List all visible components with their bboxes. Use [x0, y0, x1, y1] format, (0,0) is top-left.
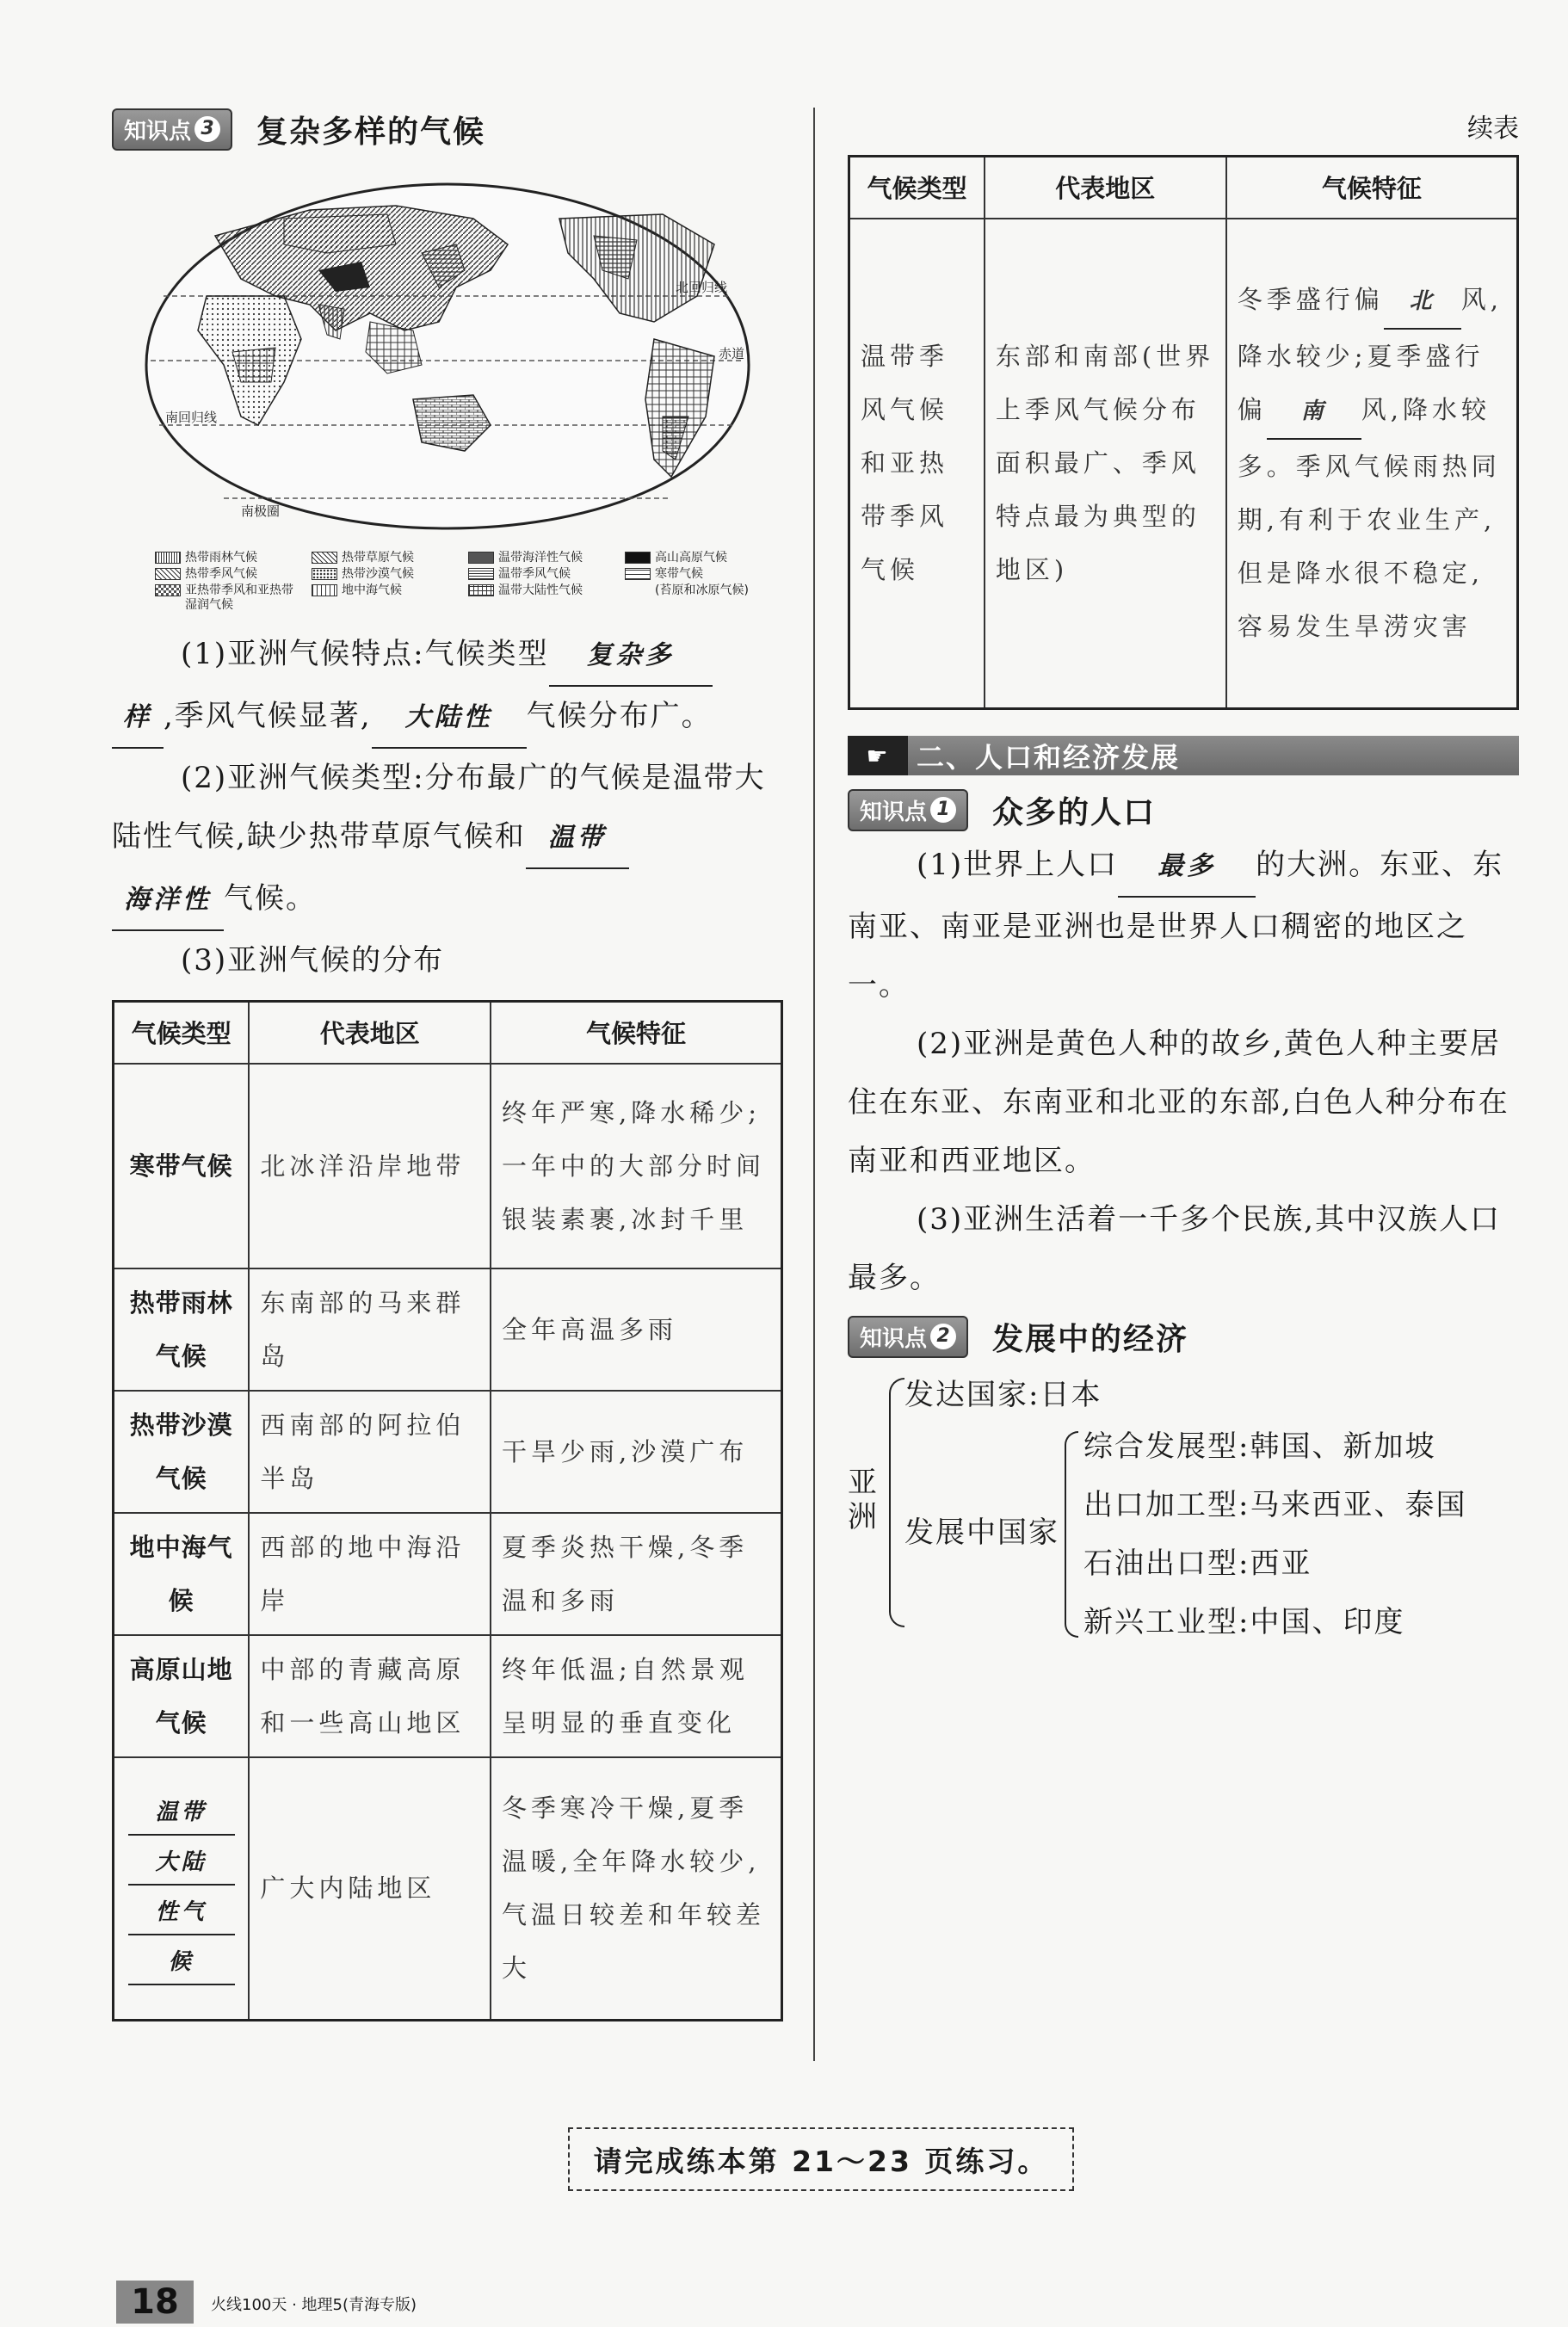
asia-climate-table-continued [848, 155, 1519, 710]
population-point-1 [848, 836, 1519, 1015]
climate-type-cell: 热带沙漠气候 [114, 1391, 250, 1513]
region-cell: 广大内陆地区 [249, 1757, 491, 2021]
legend-label: 温带季风气候 [498, 567, 571, 581]
legend-item [312, 551, 461, 565]
badge-label: 知识点 [124, 118, 192, 145]
knowledge-point-2-header [848, 1311, 1519, 1362]
feature-cell: 冬季寒冷干燥,夏季温暖,全年降水较少,气温日较差和年较差大 [491, 1757, 781, 2021]
fill-answer: 候 [128, 1941, 235, 1985]
legend-swatch [155, 584, 181, 596]
question-3: (3)亚洲气候的分布 [181, 943, 445, 978]
tree-root-asia: 亚洲 [848, 1466, 879, 1534]
feature-cell: 终年严寒,降水稀少;一年中的大部分时间银装素裹,冰封千里 [491, 1064, 781, 1268]
legend-swatch [155, 552, 181, 564]
legend-label: 地中海气候 [342, 583, 402, 597]
legend-swatch [312, 568, 337, 580]
feature-cell: 全年高温多雨 [491, 1268, 781, 1391]
legend-label: 热带草原气候 [342, 551, 414, 565]
question-1-cont [112, 687, 783, 749]
section-header-population-economy [848, 736, 1519, 775]
legend-item [155, 567, 305, 582]
q2-answer-a: 温带 [526, 809, 629, 869]
legend-label: 亚热带季风和亚热带湿润气候 [185, 583, 293, 612]
badge-label: 知识点 [860, 1325, 928, 1352]
header-region: 代表地区 [985, 157, 1226, 219]
map-svg [112, 167, 783, 546]
header-features: 气候特征 [1226, 157, 1518, 219]
header-features: 气候特征 [491, 1002, 781, 1064]
climate-type-cell: 寒带气候 [114, 1064, 250, 1268]
legend-item [468, 583, 618, 613]
region-cell: 中部的青藏高原和一些高山地区 [249, 1635, 491, 1757]
table-row [114, 1513, 782, 1635]
feature-cell: 终年低温;自然景观呈明显的垂直变化 [491, 1635, 781, 1757]
antarctic-circle-label: 南极圈 [241, 503, 281, 519]
legend-item [625, 583, 775, 613]
economy-tree-diagram [848, 1371, 1519, 1655]
tropic-of-cancer-label: 北回归线 [676, 280, 728, 295]
q2-answer-b: 海洋性 [112, 871, 224, 931]
section-title: 众多的人口 [992, 794, 1157, 830]
tropic-of-capricorn-label: 南回归线 [165, 410, 218, 425]
badge-number: 1 [930, 797, 956, 823]
world-climate-map [112, 167, 783, 546]
knowledge-point-badge [848, 1316, 968, 1358]
tree-type-item: 新兴工业型:中国、印度 [1083, 1605, 1405, 1639]
legend-item [155, 551, 305, 565]
section-title: 发展中的经济 [992, 1321, 1189, 1357]
legend-swatch [468, 552, 494, 564]
legend-item [625, 551, 775, 565]
q1-text: (1)亚洲气候特点:气候类型 [181, 637, 549, 671]
q1-answer-b: 样 [112, 688, 164, 749]
q2-post-text: 气候。 [224, 881, 317, 916]
q1-mid-text: ,季风气候显著, [164, 699, 372, 733]
fill-answer: 大陆 [128, 1841, 235, 1886]
table-row [114, 1635, 782, 1757]
feature-cell: 夏季炎热干燥,冬季温和多雨 [491, 1513, 781, 1635]
fill-answer: 性气 [128, 1891, 235, 1935]
table-header-row [114, 1002, 782, 1064]
legend-item [312, 567, 461, 582]
legend-swatch [468, 568, 494, 580]
table-continued-label: 续表 [1467, 114, 1519, 144]
region-cell: 东南部的马来群岛 [249, 1268, 491, 1391]
table-row [849, 219, 1518, 709]
table-header-row [849, 157, 1518, 219]
legend-label: 热带雨林气候 [185, 551, 257, 565]
legend-swatch [312, 584, 337, 596]
section-title: 二、人口和经济发展 [917, 741, 1181, 774]
knowledge-point-badge [848, 789, 968, 831]
legend-label: 温带海洋性气候 [498, 551, 583, 565]
header-climate-type: 气候类型 [849, 157, 985, 219]
legend-swatch [155, 568, 181, 580]
asia-climate-table [112, 1000, 783, 2021]
q1-answer-a: 复杂多 [549, 626, 713, 687]
badge-number: 2 [930, 1324, 956, 1349]
badge-label: 知识点 [860, 799, 928, 825]
legend-label: 热带季风气候 [185, 567, 257, 581]
tree-developing-countries: 发展中国家 [904, 1515, 1059, 1550]
table-row [114, 1268, 782, 1391]
tree-type-item: 出口加工型:马来西亚、泰国 [1083, 1488, 1467, 1522]
climate-type-cell: 温带季风气候和亚热带季风气候 [849, 219, 985, 709]
legend-item [625, 567, 775, 582]
book-title: 火线100天 · 地理5(青海专版) [211, 2296, 417, 2314]
population-point-2: (2)亚洲是黄色人种的故乡,黄色人种主要居住在东亚、东南亚和北亚的东部,白色人种分布在南亚和西亚地区。 [848, 1027, 1509, 1178]
exercise-instruction-box: 请完成练本第 21～23 页练习。 [568, 2127, 1074, 2191]
feature-cell [1226, 219, 1518, 709]
feature-text: 风,降水较多。季风气候雨热同期,有利于农业生产,但是降水很不稳定,容易发生旱涝灾害 [1237, 395, 1501, 642]
feature-text: 冬季盛行偏 [1237, 285, 1384, 315]
tree-brace [889, 1378, 904, 1627]
legend-item [468, 567, 618, 582]
legend-swatch [468, 584, 494, 596]
question-2-cont [112, 869, 783, 931]
q2-text: (2)亚洲气候类型:分布最广的气候是温带大陆性气候,缺少热带草原气候和 [112, 761, 766, 854]
legend-label: (苔原和冰原气候) [655, 583, 749, 597]
knowledge-point-3-header [112, 103, 783, 155]
tree-type-item: 综合发展型:韩国、新加坡 [1083, 1429, 1436, 1464]
climate-type-cell: 热带雨林气候 [114, 1268, 250, 1391]
region-cell: 东部和南部(世界上季风气候分布面积最广、季风特点最为典型的地区) [985, 219, 1226, 709]
header-region: 代表地区 [249, 1002, 491, 1064]
knowledge-point-badge [112, 108, 232, 151]
climate-type-fill-cell [114, 1757, 250, 2021]
legend-item [155, 583, 305, 613]
tree-brace [1065, 1431, 1078, 1638]
legend-label: 寒带气候 [655, 567, 703, 581]
table-row [114, 1064, 782, 1268]
page-number: 18 [116, 2281, 194, 2324]
question-2 [112, 749, 783, 869]
table-row [114, 1757, 782, 2021]
feature-text: 风,降水较少;夏季盛行偏 [1237, 285, 1503, 425]
table-row [114, 1391, 782, 1513]
p1-post-text: 的大洲。东亚、东南亚、南亚是亚洲也是世界人口稠密的地区之一。 [848, 848, 1504, 1003]
region-cell: 西部的地中海沿岸 [249, 1513, 491, 1635]
p1-answer: 最多 [1118, 837, 1256, 898]
equator-label: 赤道 [719, 346, 745, 361]
q1-answer-2: 大陆性 [372, 688, 527, 749]
question-1 [112, 625, 783, 687]
legend-swatch [625, 568, 651, 580]
legend-item [468, 551, 618, 565]
p1-text: (1)世界上人口 [917, 848, 1119, 882]
pointing-hand-icon: ☛ [848, 736, 908, 775]
header-climate-type: 气候类型 [114, 1002, 250, 1064]
badge-number: 3 [194, 116, 220, 142]
climate-type-cell: 高原山地气候 [114, 1635, 250, 1757]
legend-label: 高山高原气候 [655, 551, 727, 565]
legend-swatch [312, 552, 337, 564]
fill-answer-north: 北 [1384, 275, 1461, 330]
tree-developed-countries: 发达国家:日本 [904, 1378, 1102, 1412]
legend-label: 热带沙漠气候 [342, 567, 414, 581]
left-column [112, 103, 783, 2021]
map-legend [155, 551, 775, 613]
q1-post-text: 气候分布广。 [526, 699, 713, 733]
legend-item [312, 583, 461, 613]
fill-answer: 温带 [128, 1791, 235, 1836]
climate-type-cell: 地中海气候 [114, 1513, 250, 1635]
feature-cell: 干旱少雨,沙漠广布 [491, 1391, 781, 1513]
legend-swatch [625, 552, 651, 564]
region-cell: 西南部的阿拉伯半岛 [249, 1391, 491, 1513]
column-divider [813, 108, 815, 2061]
question-block [112, 625, 783, 990]
right-column [848, 103, 1519, 1655]
legend-label: 温带大陆性气候 [498, 583, 583, 597]
population-point-3: (3)亚洲生活着一千多个民族,其中汉族人口最多。 [848, 1202, 1501, 1295]
fill-answer-south: 南 [1267, 385, 1361, 440]
section-title: 复杂多样的气候 [256, 114, 486, 150]
region-cell: 北冰洋沿岸地带 [249, 1064, 491, 1268]
knowledge-point-1-header [848, 784, 1519, 836]
tree-type-item: 石油出口型:西亚 [1083, 1546, 1312, 1581]
